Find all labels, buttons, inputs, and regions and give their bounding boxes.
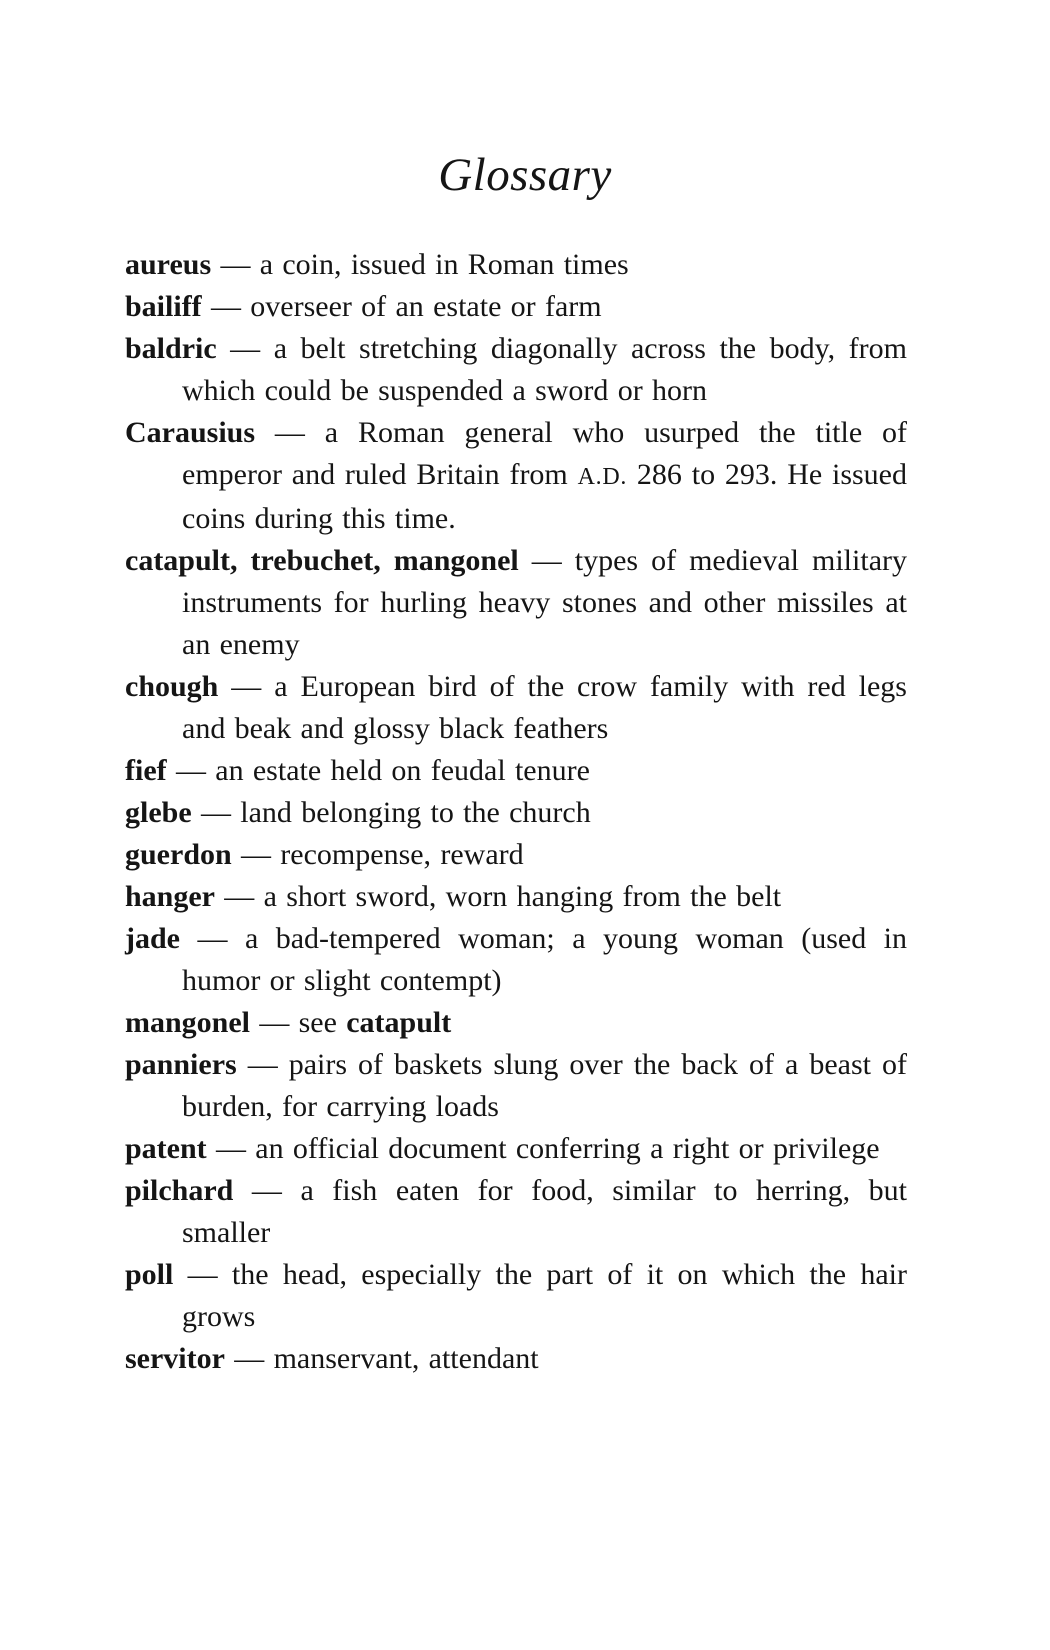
em-dash-separator: — (215, 879, 264, 913)
glossary-term: bailiff (125, 289, 202, 323)
glossary-entry (125, 834, 907, 876)
glossary-term: poll (125, 1257, 174, 1291)
glossary-term: servitor (125, 1341, 225, 1375)
glossary-entry (125, 244, 907, 286)
glossary-term: Carausius (125, 415, 256, 449)
em-dash-separator: — (236, 1047, 289, 1081)
glossary-definition: an official document conferring a right or privilege (255, 1131, 880, 1165)
em-dash-separator: — (231, 837, 281, 871)
glossary-entry (125, 540, 907, 666)
em-dash-separator: — (201, 289, 251, 323)
glossary-definition: a short sword, worn hanging from the belt (263, 879, 782, 913)
glossary-entry (125, 412, 907, 540)
glossary-term: jade (125, 921, 180, 955)
em-dash-separator: — (206, 1131, 256, 1165)
glossary-term: guerdon (125, 837, 232, 871)
em-dash-separator: — (211, 247, 260, 281)
glossary-definition: a European bird of the crow family with red legs and beak and glossy black feathers (182, 669, 907, 745)
glossary-definition: see (298, 1005, 347, 1039)
glossary-definition: an estate held on feudal tenure (215, 753, 590, 787)
glossary-definition: a belt stretching diagonally across the body, from which could be suspended a sword or horn (182, 331, 907, 407)
em-dash-separator: — (250, 1005, 299, 1039)
glossary-definition: a bad-tempered woman; a young woman (used in humor or slight contempt) (182, 921, 907, 997)
glossary-entry (125, 1338, 907, 1380)
em-dash-separator: — (255, 415, 325, 449)
glossary-cross-reference: catapult (346, 1005, 452, 1039)
glossary-term: pilchard (125, 1173, 234, 1207)
glossary-definition: recompense, reward (280, 837, 524, 871)
glossary-term: baldric (125, 331, 217, 365)
em-dash-separator: — (233, 1173, 301, 1207)
em-dash-separator: — (173, 1257, 232, 1291)
glossary-term: chough (125, 669, 219, 703)
glossary-entry (125, 286, 907, 328)
glossary-entry (125, 1254, 907, 1338)
glossary-term: catapult, trebuchet, mangonel (125, 543, 519, 577)
em-dash-separator: — (216, 331, 274, 365)
glossary-entry (125, 792, 907, 834)
small-caps-ad: A.D. (577, 463, 628, 490)
glossary-entry (125, 876, 907, 918)
glossary-entry (125, 750, 907, 792)
em-dash-separator: — (180, 921, 245, 955)
glossary-definition: a coin, issued in Roman times (259, 247, 629, 281)
glossary-entry (125, 1002, 907, 1044)
glossary-entry (125, 918, 907, 1002)
em-dash-separator: — (166, 753, 216, 787)
glossary-list (125, 244, 907, 1380)
glossary-term: hanger (125, 879, 215, 913)
glossary-definition: land belonging to the church (240, 795, 591, 829)
em-dash-separator: — (224, 1341, 274, 1375)
glossary-entry (125, 328, 907, 412)
glossary-term: patent (125, 1131, 207, 1165)
page-title: Glossary (438, 149, 612, 201)
glossary-definition: the head, especially the part of it on which the hair grows (182, 1257, 907, 1333)
glossary-entry (125, 1044, 907, 1128)
glossary-definition: a fish eaten for food, similar to herring, but smaller (182, 1173, 907, 1249)
em-dash-separator: — (218, 669, 275, 703)
em-dash-separator: — (518, 543, 575, 577)
glossary-term: fief (125, 753, 167, 787)
glossary-entry (125, 666, 907, 750)
glossary-term: panniers (125, 1047, 237, 1081)
glossary-term: mangonel (125, 1005, 251, 1039)
glossary-term: aureus (125, 247, 212, 281)
em-dash-separator: — (191, 795, 241, 829)
glossary-entry (125, 1170, 907, 1254)
glossary-entry (125, 1128, 907, 1170)
glossary-definition: a Roman general who usurped the title of emperor and ruled Britain from A.D. 286 to 293. He issued coins during this time. (182, 415, 907, 535)
glossary-definition: types of medieval military instruments for hurling heavy stones and other missiles at an enemy (182, 543, 907, 661)
glossary-definition: overseer of an estate or farm (250, 289, 602, 323)
glossary-term: glebe (125, 795, 192, 829)
glossary-definition: pairs of baskets slung over the back of a beast of burden, for carrying loads (182, 1047, 907, 1123)
glossary-definition: manservant, attendant (273, 1341, 539, 1375)
